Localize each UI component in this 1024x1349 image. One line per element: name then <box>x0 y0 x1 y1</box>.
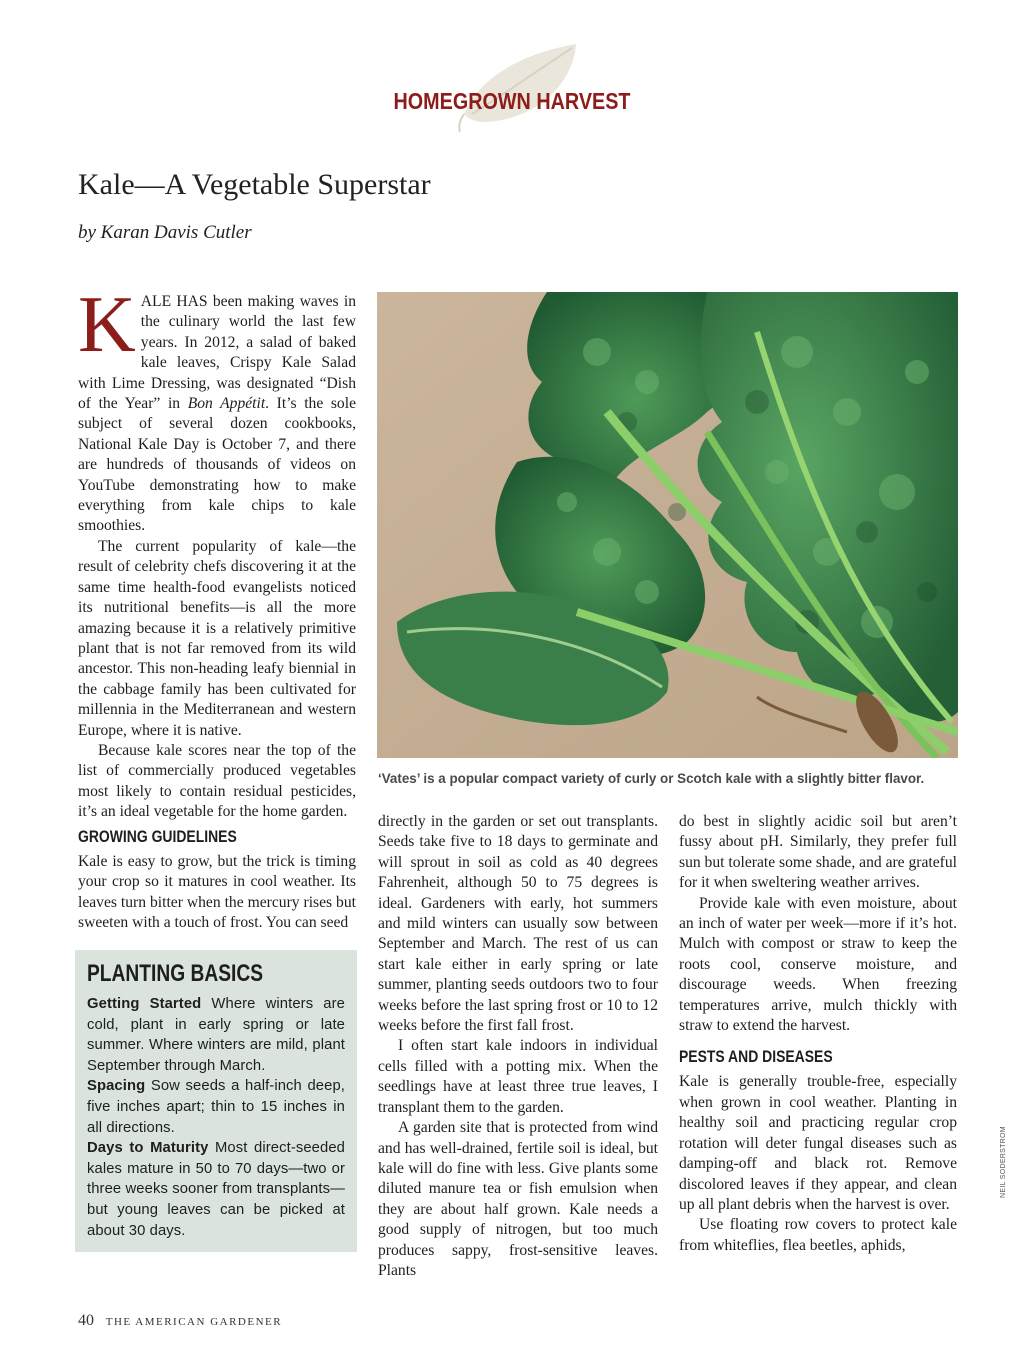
article-column-1-lower <box>78 826 356 934</box>
sidebar-item-getting-started <box>87 994 345 1076</box>
magazine-name: THE AMERICAN GARDENER <box>105 1316 283 1328</box>
paragraph-text: . It’s the sole subject of several dozen cookbooks, National Kale Day is October 7, and there are hundreds of thousands of videos on YouTube demonstrating how to make everything from kale chips to kale smoothies. <box>78 395 356 535</box>
sidebar-item-spacing <box>87 1076 345 1138</box>
article-column-3 <box>679 812 957 1256</box>
article-column-1 <box>78 281 357 823</box>
photo-credit: NEIL SODERSTROM <box>1000 1126 1007 1198</box>
lead-in: ALE HAS <box>140 293 208 310</box>
paragraph: directly in the garden or set out transplants. Seeds take five to 18 days to germinate and will sprout in soil as cold as 40 degrees Fahrenheit, although 50 to 75 degrees is ideal. Gardeners with early, hot summers and mild winters can usually sow between September and March. The rest of us can start kale either in early spring or late summer, planting seeds outdoors two to four weeks before the last spring frost or 10 to 12 weeks before the first fall frost. <box>378 813 658 1035</box>
sidebar-item-label: Getting Started <box>87 996 202 1012</box>
magazine-title: Bon Appétit <box>187 395 266 413</box>
drop-cap: K <box>78 281 136 369</box>
subhead-pests-and-diseases: PESTS AND DISEASES <box>679 1047 833 1067</box>
page-number: 40 <box>78 1312 94 1329</box>
sidebar-item-label: Days to Maturity <box>87 1140 209 1157</box>
paragraph: do best in slightly acidic soil but aren’t fussy about pH. Similarly, they prefer full sun but tolerate some shade, and are grateful for it when sweltering weather arrives. <box>679 813 957 892</box>
sidebar-item-days-to-maturity <box>87 1138 345 1241</box>
paragraph: Kale is easy to grow, but the trick is timing your crop so it matures in cool weather. Its leaves turn bitter when the mercury rises but sweeten with a touch of frost. You can seed <box>78 853 356 932</box>
byline: by Karan Davis Cutler <box>78 222 252 243</box>
article-column-2 <box>378 812 658 1281</box>
kale-photo <box>377 292 958 758</box>
sidebar-item-label: Spacing <box>87 1078 146 1095</box>
section-title: HOMEGROWN HARVEST <box>393 88 631 114</box>
sidebar-item-text: Sow seeds a half-inch deep, five inches apart; thin to 15 inches in all directions. <box>87 1078 345 1136</box>
paragraph: Use floating row covers to protect kale from whiteflies, flea beetles, aphids, <box>679 1216 957 1254</box>
sidebar-item-text: Where winters are cold, plant in early spring or late summer. Where winters are mild, plant September through March. <box>87 996 345 1074</box>
paragraph: Provide kale with even moisture, about an inch of water per week—more if it’s hot. Mulch with compost or straw to keep the roots cool, conserve moisture, and discourage weeds. When freezing temperatures arrive, mulch thickly with straw to extend the harvest. <box>679 894 957 1035</box>
paragraph-intro <box>78 281 357 537</box>
sidebar-title: PLANTING BASICS <box>87 960 264 987</box>
paragraph: A garden site that is protected from wind and has well-drained, fertile soil is ideal, but kale will do fine with less. Give plants some diluted manure tea or fish emulsion when they are about half grown. Kale needs a good supply of nitrogen, but too much produces sappy, frost-sensitive leaves. Plants <box>378 1119 658 1279</box>
sidebar-item-text: Most direct-seeded kales mature in 50 to 70 days—two or three weeks sooner from transplants—but young leaves can be picked at about 30 days. <box>87 1140 345 1239</box>
paragraph: The current popularity of kale—the result of celebrity chefs discovering it at the same time health-food evangelists noticed its nutritional benefits—is all the more amazing because it is a relatively primitive plant that is not far removed from its wild ancestor. This non-heading leafy biennial in the cabbage family has been cultivated for millennia in the Mediterranean and western Europe, where it is native. <box>78 537 356 739</box>
page-footer <box>78 1312 282 1330</box>
paragraph: Because kale scores near the top of the list of commercially produced vegetables most likely to contain residual pesticides, it’s an ideal vegetable for the home garden. <box>78 741 356 821</box>
subhead-growing-guidelines: GROWING GUIDELINES <box>78 827 237 846</box>
paragraph: Kale is generally trouble-free, especially when grown in cool weather. Planting in healthy soil and practicing regular crop rotation will deter fungal diseases such as damping-off and black rot. Remove discolored leaves if they appear, and clean up all plant debris when the harvest is over. <box>679 1073 957 1213</box>
paragraph-text: been making waves in the culinary world the last few years. In 2012, a salad of baked kale leaves, Crispy Kale Salad with Lime Dressing, was designated “Dish of the Year” in <box>78 293 357 413</box>
photo-caption: ‘Vates’ is a popular compact variety of curly or Scotch kale with a slightly bitter flavor. <box>378 771 925 786</box>
planting-basics-sidebar <box>75 950 357 1252</box>
article-headline: Kale—A Vegetable Superstar <box>78 168 431 201</box>
paragraph: I often start kale indoors in individual cells filled with a potting mix. When the seedlings have at least three true leaves, I transplant them to the garden. <box>378 1037 658 1116</box>
